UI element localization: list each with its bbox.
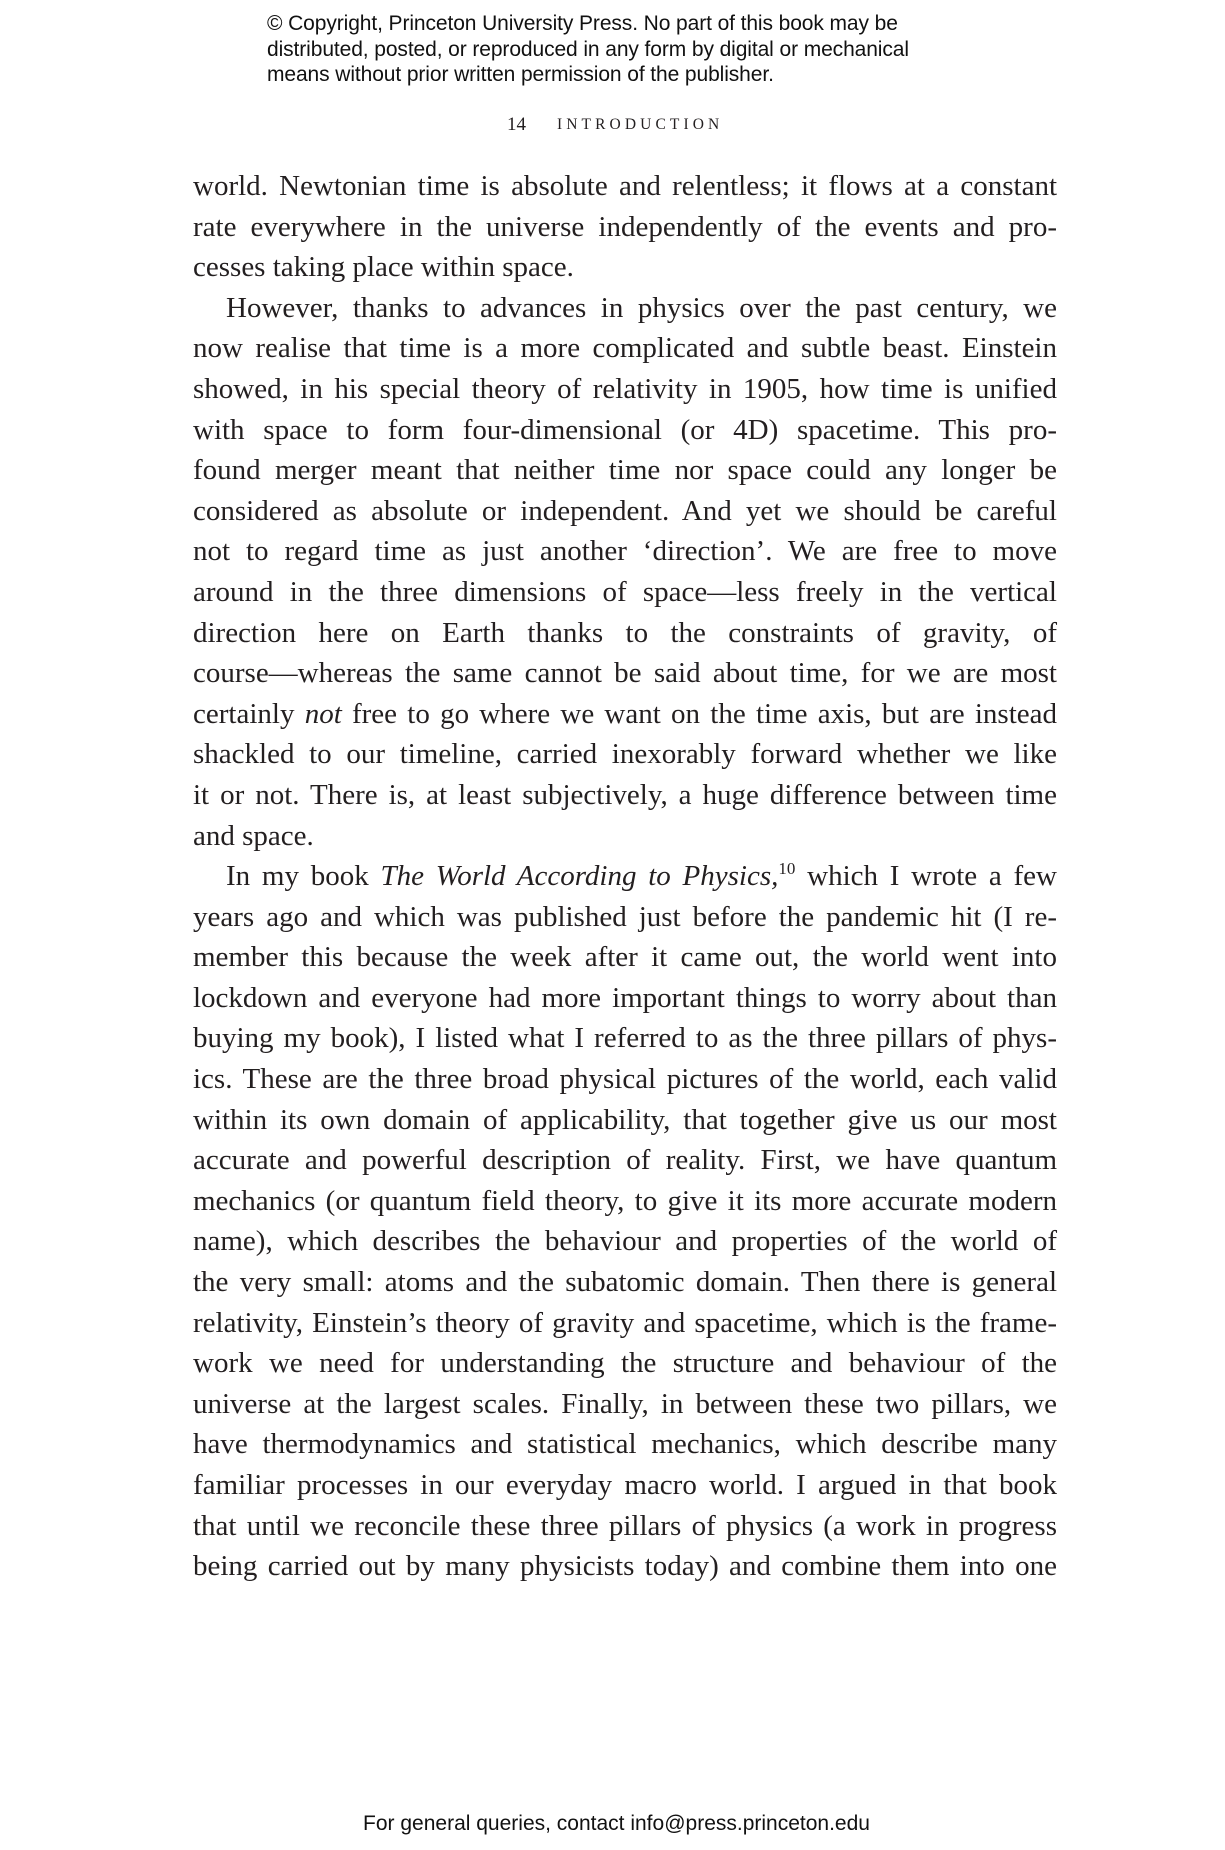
text-line [193, 1424, 1057, 1465]
text-line [193, 694, 1057, 735]
text-run: being carried out by many physicists today) and combine them into one [193, 1550, 1057, 1583]
section-title: INTRODUCTION [557, 116, 724, 133]
text-run: relativity, Einstein’s theory of gravity and spacetime, which is the frame- [193, 1306, 1057, 1339]
paragraph [193, 856, 1057, 1587]
text-run: years ago and which was published just before the pandemic hit (I re- [193, 900, 1057, 933]
text-run: familiar processes in our everyday macro world. I argued in that book [193, 1469, 1057, 1501]
text-run: that until we reconcile these three pillars of physics (a work in progress [193, 1509, 1057, 1542]
text-run: universe at the largest scales. Finally, in between these two pillars, we [193, 1387, 1057, 1420]
text-run: around in the three dimensions of space—less freely in the vertical [193, 575, 1057, 608]
footnote-marker: 10 [778, 859, 796, 879]
text-line [193, 897, 1057, 938]
text-run: direction here on Earth thanks to the constraints of gravity, of [193, 616, 1057, 649]
footer-contact: For general queries, contact info@press.princeton.edu [363, 1812, 870, 1835]
text-line [193, 937, 1057, 978]
text-line [193, 1546, 1057, 1587]
text-run: In my book [226, 860, 381, 893]
text-run: course—whereas the same cannot be said about time, for we are most [193, 657, 1057, 690]
text-run: showed, in his special theory of relativity in 1905, how time is unified [193, 372, 1057, 405]
text-run: rate everywhere in the universe independently of the events and pro- [193, 210, 1057, 243]
text-line [193, 1303, 1057, 1344]
body-text [193, 166, 1057, 1587]
text-line [193, 207, 1057, 248]
copyright-notice [267, 11, 987, 88]
text-line [193, 816, 1057, 857]
text-line [193, 247, 1057, 288]
text-run: free to go where we want on the time axis, but are instead [341, 697, 1057, 730]
italic-text: not [304, 697, 342, 730]
text-run: lockdown and everyone had more important things to worry about than [193, 981, 1057, 1014]
paragraph [193, 166, 1057, 288]
text-line [193, 1181, 1057, 1222]
text-line [193, 613, 1057, 654]
text-line [193, 1262, 1057, 1303]
text-line [193, 572, 1057, 613]
text-line [193, 531, 1057, 572]
text-run: shackled to our timeline, carried inexorably forward whether we like [193, 738, 1057, 771]
text-run: have thermodynamics and statistical mechanics, which describe many [193, 1428, 1057, 1461]
copyright-line: © Copyright, Princeton University Press. No part of this book may be [267, 12, 898, 35]
text-line [193, 1018, 1057, 1059]
text-line [193, 1100, 1057, 1141]
text-run: now realise that time is a more complicated and subtle beast. Einstein [193, 332, 1057, 365]
italic-text: The World According to Physics, [380, 860, 779, 893]
text-line [193, 328, 1057, 369]
text-run: mechanics (or quantum field theory, to give it its more accurate modern [193, 1184, 1057, 1217]
text-line [193, 491, 1057, 532]
text-line [193, 775, 1057, 816]
copyright-line: distributed, posted, or reproduced in any form by digital or mechanical [267, 37, 909, 61]
text-line [193, 450, 1057, 491]
text-line [193, 653, 1057, 694]
text-run: work we need for understanding the structure and behaviour of the [193, 1347, 1057, 1380]
text-run: not to regard time as just another ‘direction’. We are free to move [193, 535, 1057, 568]
text-run: certainly [193, 697, 305, 730]
text-line [193, 978, 1057, 1019]
text-line [193, 1506, 1057, 1547]
text-run: it or not. There is, at least subjectively, a huge difference between time [193, 778, 1057, 811]
text-run: considered as absolute or independent. And yet we should be careful [193, 494, 1057, 527]
copyright-line: means without prior written permission of the publisher. [267, 63, 774, 86]
text-run: buying my book), I listed what I referred to as the three pillars of phys- [193, 1022, 1057, 1055]
text-run: However, thanks to advances in physics over the past century, we [226, 291, 1057, 324]
text-line [193, 1465, 1057, 1506]
text-line [193, 1343, 1057, 1384]
text-line [193, 734, 1057, 775]
text-line [193, 166, 1057, 207]
running-head [0, 114, 1225, 140]
text-run: member this because the week after it came out, the world went into [193, 941, 1057, 974]
text-run: world. Newtonian time is absolute and relentless; it flows at a constant [193, 170, 1057, 202]
text-line [193, 410, 1057, 451]
text-line [193, 856, 1057, 897]
paragraph [193, 288, 1057, 856]
text-run: accurate and powerful description of reality. First, we have quantum [193, 1144, 1057, 1177]
page-number: 14 [507, 114, 526, 135]
text-run: ics. These are the three broad physical pictures of the world, each valid [193, 1063, 1057, 1096]
text-run: cesses taking place within space. [193, 251, 574, 284]
text-run: which I wrote a few [795, 860, 1057, 893]
text-line [193, 1059, 1057, 1100]
text-line [193, 288, 1057, 329]
text-run: name), which describes the behaviour and properties of the world of [193, 1225, 1057, 1258]
text-run: within its own domain of applicability, that together give us our most [193, 1103, 1057, 1136]
text-line [193, 369, 1057, 410]
text-line [193, 1140, 1057, 1181]
text-run: the very small: atoms and the subatomic domain. Then there is general [193, 1266, 1057, 1299]
text-run: with space to form four-dimensional (or 4D) spacetime. This pro- [193, 413, 1057, 446]
text-run: found merger meant that neither time nor space could any longer be [193, 454, 1057, 487]
text-run: and space. [193, 819, 314, 852]
text-line [193, 1384, 1057, 1425]
text-line [193, 1221, 1057, 1262]
